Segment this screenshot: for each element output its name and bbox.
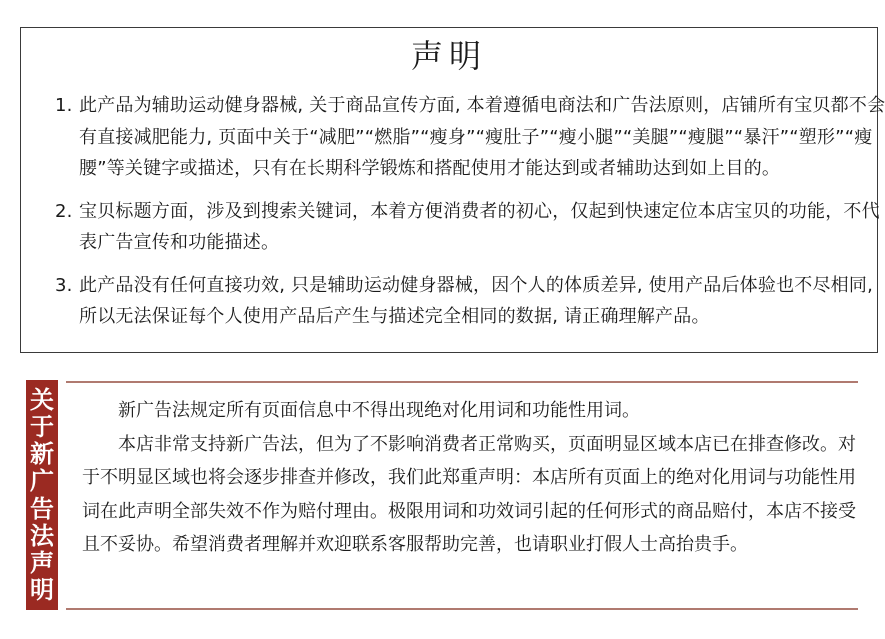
side-tag-char: 新 <box>30 440 54 469</box>
statement-title: 声明 <box>389 36 509 76</box>
statement-item-1 <box>55 90 885 185</box>
statement-item-text: 此产品为辅助运动健身器械, 关于商品宣传方面, 本着遵循电商法和广告法原则，店铺所有宝贝都不会有直接减肥能力, 页面中关于“减肥”“燃脂”“瘦身”“瘦肚子”“瘦小腿”“美腿”“瘦腿”“暴汗”“塑形”“瘦腰”等关键字或描述，只有在长期科学锻炼和搭配使用才能达到或者辅助达到如上目的。 <box>79 95 885 179</box>
ad-law-paragraph: 本店非常支持新广告法，但为了不影响消费者正常购买，页面明显区域本店已在排查修改。对于不明显区域也将会逐步排查并修改，我们此郑重声明：本店所有页面上的绝对化用词与功能性用词在此声明全部失效不作为赔付理由。极限用词和功效词引起的任何形式的商品赔付，本店不接受且不妥协。希望消费者理解并欢迎联系客服帮助完善，也请职业打假人士高抬贵手。 <box>82 433 856 555</box>
statement-item-number: 3. <box>55 274 73 296</box>
side-tag-char: 明 <box>30 576 54 605</box>
statement-item-text: 此产品没有任何直接功效, 只是辅助运动健身器械，因个人的体质差异, 使用产品后体验也不尽相同, 所以无法保证每个人使用产品后产生与描述完全相同的数据, 请正确理解产品。 <box>79 274 874 327</box>
side-tag-char: 广 <box>30 467 54 496</box>
ad-law-paragraph: 新广告法规定所有页面信息中不得出现绝对化用词和功能性用词。 <box>118 400 640 421</box>
divider-bottom <box>66 608 858 610</box>
statement-item-3 <box>55 270 885 333</box>
side-tag-char: 告 <box>30 494 54 523</box>
ad-law-side-tag <box>26 380 58 610</box>
side-tag-char: 声 <box>30 549 54 578</box>
side-tag-char: 法 <box>30 521 54 550</box>
statement-item-number: 2. <box>55 200 73 222</box>
side-tag-char: 于 <box>30 412 54 441</box>
statement-item-text: 宝贝标题方面，涉及到搜索关键词，本着方便消费者的初心，仅起到快速定位本店宝贝的功能，不代表广告宣传和功能描述。 <box>79 200 880 253</box>
divider-top <box>66 381 858 383</box>
statement-item-2 <box>55 196 885 259</box>
statement-item-number: 1. <box>55 95 73 116</box>
ad-law-body <box>82 394 860 562</box>
side-tag-char: 关 <box>30 385 54 414</box>
statement-box <box>20 27 885 353</box>
statement-list <box>55 90 885 344</box>
